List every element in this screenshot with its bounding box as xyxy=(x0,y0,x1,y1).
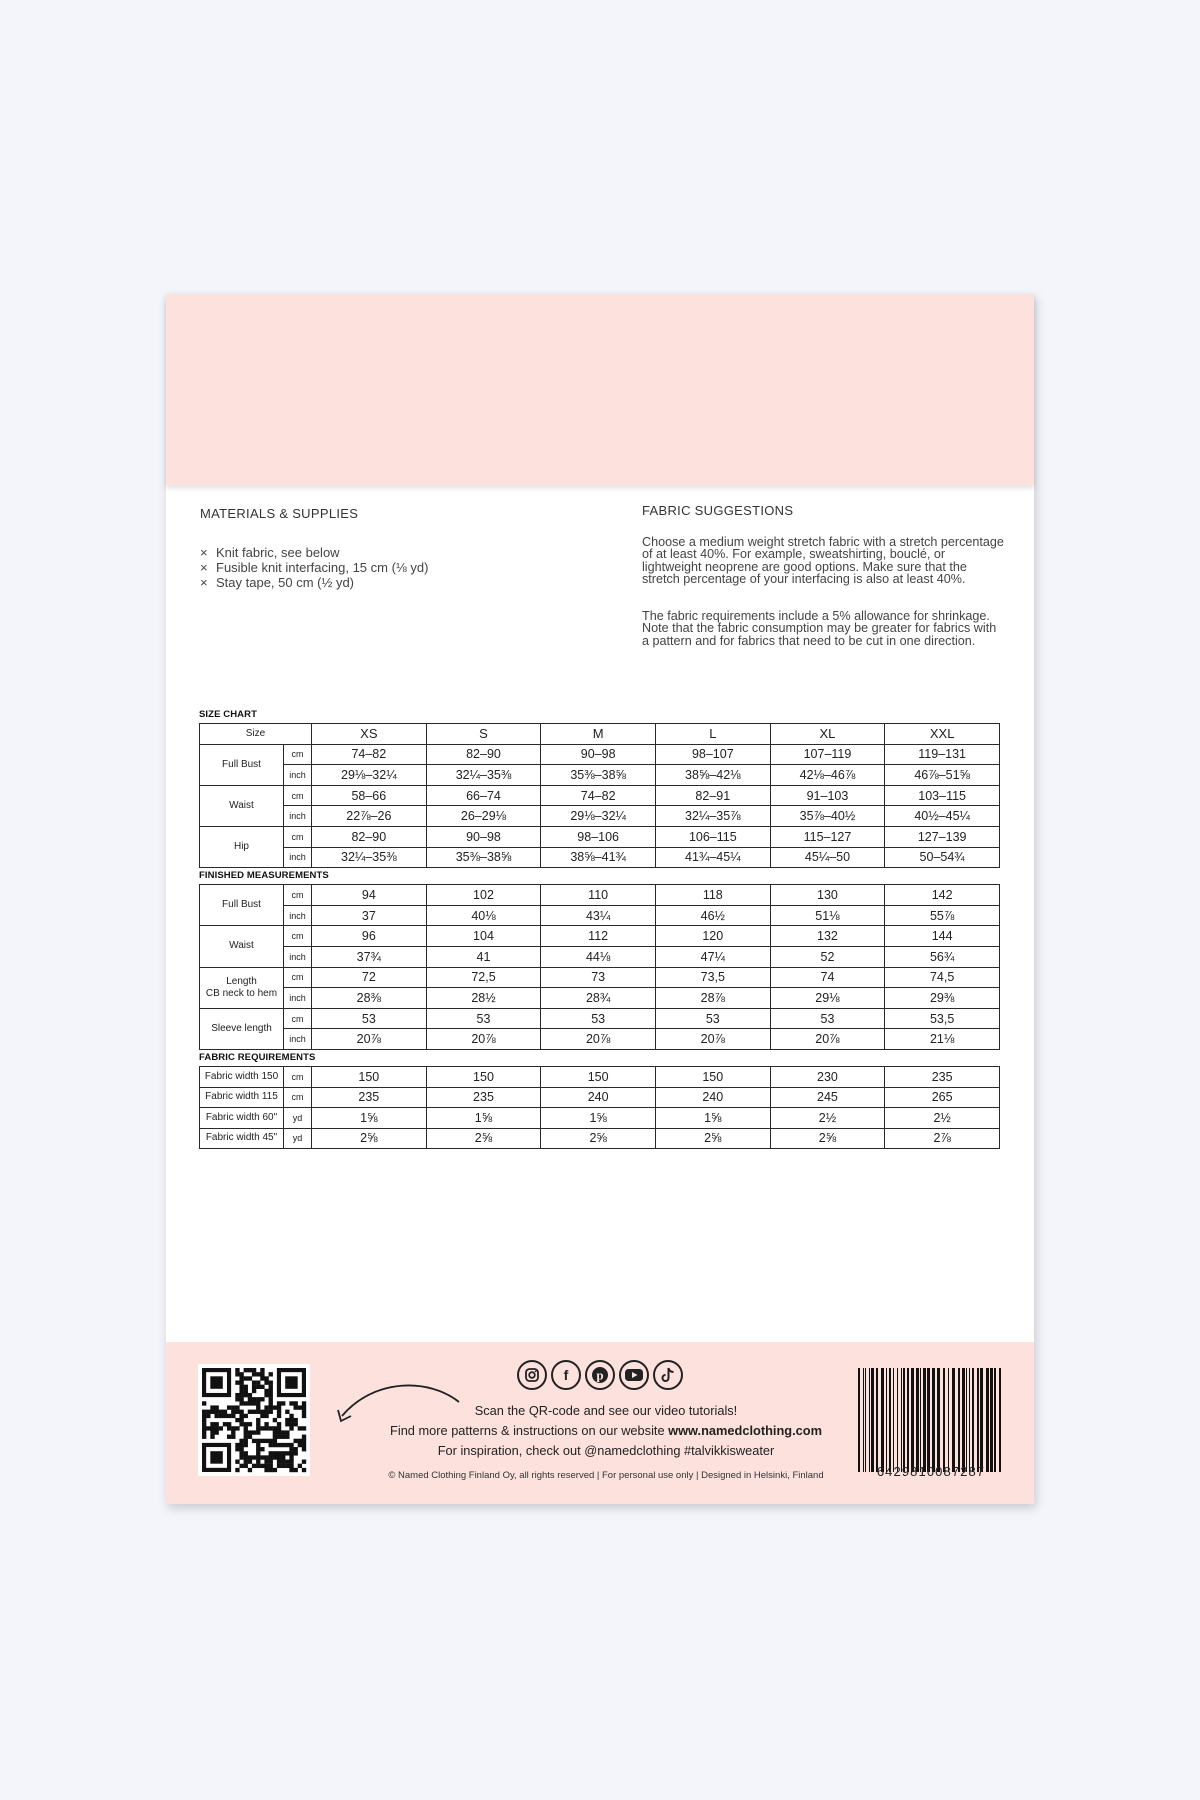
table-row xyxy=(200,1128,1000,1149)
value-cell: 98–106 xyxy=(541,826,656,847)
measurement-label xyxy=(200,1008,284,1049)
value-cell: 96 xyxy=(312,926,427,947)
value-cell: 2⅝ xyxy=(426,1128,541,1149)
table-row xyxy=(200,1029,1000,1050)
table-row xyxy=(200,826,1000,847)
value-cell: 1⅝ xyxy=(655,1108,770,1129)
value-cell: 132 xyxy=(770,926,885,947)
size-column-header: S xyxy=(426,724,541,745)
value-cell: 2⅞ xyxy=(885,1128,1000,1149)
table-row xyxy=(200,988,1000,1009)
measurement-tables xyxy=(199,707,1001,1149)
value-cell: 119–131 xyxy=(885,744,1000,765)
fabric-width-label: Fabric width 150 xyxy=(200,1066,284,1087)
table-row xyxy=(200,1108,1000,1129)
value-cell: 53 xyxy=(655,1008,770,1029)
bullet-icon: × xyxy=(200,560,208,575)
materials-item xyxy=(200,545,580,560)
tiktok-icon[interactable] xyxy=(653,1360,683,1390)
copyright-notice: © Named Clothing Finland Oy, all rights reserved | For personal use only | Designed in Helsinki, Finland xyxy=(388,1470,824,1481)
qr-code[interactable] xyxy=(198,1364,310,1476)
footer-text xyxy=(356,1401,856,1461)
value-cell: 235 xyxy=(426,1087,541,1108)
value-cell: 72,5 xyxy=(426,967,541,988)
unit-cell: inch xyxy=(284,847,312,868)
value-cell: 32¼–35⅞ xyxy=(655,806,770,827)
value-cell: 38⅝–41¾ xyxy=(541,847,656,868)
value-cell: 91–103 xyxy=(770,785,885,806)
value-cell: 2⅝ xyxy=(770,1128,885,1149)
table-row xyxy=(200,885,1000,906)
measurement-label-subtext: CB neck to hem xyxy=(205,987,278,999)
value-cell: 20⅞ xyxy=(655,1029,770,1050)
value-cell: 2½ xyxy=(885,1108,1000,1129)
value-cell: 37¾ xyxy=(312,946,427,967)
value-cell: 74–82 xyxy=(312,744,427,765)
measurement-label-text: Waist xyxy=(229,940,254,952)
social-icons xyxy=(517,1360,683,1390)
measurement-label-text: Full Bust xyxy=(222,899,261,911)
value-cell: 29⅛–32¼ xyxy=(312,765,427,786)
unit-cell: cm xyxy=(284,1008,312,1029)
value-cell: 40⅛ xyxy=(426,905,541,926)
measurement-label-text: Hip xyxy=(233,841,249,853)
value-cell: 90–98 xyxy=(541,744,656,765)
table-row xyxy=(200,847,1000,868)
barcode xyxy=(856,1360,1006,1480)
measurement-label xyxy=(200,926,284,967)
value-cell: 53 xyxy=(426,1008,541,1029)
unit-cell: inch xyxy=(284,988,312,1009)
finished-measurements-title: FINISHED MEASUREMENTS xyxy=(199,870,329,882)
value-cell: 2⅝ xyxy=(541,1128,656,1149)
value-cell: 118 xyxy=(655,885,770,906)
measurement-label xyxy=(200,785,284,826)
value-cell: 52 xyxy=(770,946,885,967)
value-cell: 29⅛ xyxy=(770,988,885,1009)
value-cell: 46½ xyxy=(655,905,770,926)
facebook-icon[interactable]: f xyxy=(551,1360,581,1390)
value-cell: 1⅝ xyxy=(541,1108,656,1129)
value-cell: 230 xyxy=(770,1066,885,1087)
size-column-header: XS xyxy=(312,724,427,745)
value-cell: 104 xyxy=(426,926,541,947)
value-cell: 22⅞–26 xyxy=(312,806,427,827)
value-cell: 115–127 xyxy=(770,826,885,847)
value-cell: 26–29⅛ xyxy=(426,806,541,827)
table-row xyxy=(200,1008,1000,1029)
table-row xyxy=(200,967,1000,988)
value-cell: 53,5 xyxy=(885,1008,1000,1029)
table-row xyxy=(200,1087,1000,1108)
fabric-suggestions-paragraph-1: Choose a medium weight stretch fabric with a stretch percentage of at least 40%. For example, sweatshirting, bouclé, or lightweight neoprene are good options. Make sure that the stretch percentage of your interfacing is also at least 40%. xyxy=(642,534,1004,586)
size-header-label: Size xyxy=(200,724,312,745)
unit-cell: inch xyxy=(284,1029,312,1050)
value-cell: 245 xyxy=(770,1087,885,1108)
value-cell: 28⅜ xyxy=(312,988,427,1009)
fabric-width-label: Fabric width 115 xyxy=(200,1087,284,1108)
value-cell: 103–115 xyxy=(885,785,1000,806)
measurement-label-text: Waist xyxy=(229,799,254,811)
value-cell: 150 xyxy=(655,1066,770,1087)
unit-cell: cm xyxy=(284,744,312,765)
measurement-label-text: Full Bust xyxy=(222,758,261,770)
measurement-label xyxy=(200,744,284,785)
footer-band xyxy=(166,1342,1034,1504)
value-cell: 53 xyxy=(541,1008,656,1029)
value-cell: 73,5 xyxy=(655,967,770,988)
value-cell: 56¾ xyxy=(885,946,1000,967)
fabric-suggestions-paragraph-2: The fabric requirements include a 5% allowance for shrinkage. Note that the fabric consumption may be greater for fabrics with a pattern and for fabrics that need to be cut in one direction. xyxy=(642,608,997,648)
value-cell: 55⅞ xyxy=(885,905,1000,926)
measurement-label xyxy=(200,967,284,1008)
unit-cell: inch xyxy=(284,905,312,926)
materials-list xyxy=(200,545,580,590)
materials-item-text: Knit fabric, see below xyxy=(216,545,340,560)
size-column-header: XL xyxy=(770,724,885,745)
unit-cell: inch xyxy=(284,946,312,967)
instagram-icon[interactable] xyxy=(517,1360,547,1390)
finished-measurements-table xyxy=(199,884,1000,1050)
unit-cell: cm xyxy=(284,826,312,847)
table-row xyxy=(200,946,1000,967)
table-row xyxy=(200,785,1000,806)
table-row xyxy=(200,1066,1000,1087)
value-cell: 20⅞ xyxy=(426,1029,541,1050)
value-cell: 45¼–50 xyxy=(770,847,885,868)
value-cell: 35⅜–38⅝ xyxy=(426,847,541,868)
pinterest-icon[interactable] xyxy=(585,1360,615,1390)
unit-cell: cm xyxy=(284,926,312,947)
value-cell: 35⅜–38⅝ xyxy=(541,765,656,786)
fabric-suggestions-section xyxy=(642,505,1006,671)
value-cell: 82–91 xyxy=(655,785,770,806)
value-cell: 73 xyxy=(541,967,656,988)
value-cell: 142 xyxy=(885,885,1000,906)
value-cell: 82–90 xyxy=(312,826,427,847)
fabric-width-label: Fabric width 60" xyxy=(200,1108,284,1129)
table-row xyxy=(200,926,1000,947)
value-cell: 51⅛ xyxy=(770,905,885,926)
value-cell: 46⅞–51⅝ xyxy=(885,765,1000,786)
value-cell: 72 xyxy=(312,967,427,988)
footer-line-3: For inspiration, check out @namedclothing #talvikkisweater xyxy=(437,1443,775,1458)
size-chart-title: SIZE CHART xyxy=(199,709,257,720)
value-cell: 235 xyxy=(885,1066,1000,1087)
measurement-label xyxy=(200,885,284,926)
value-cell: 240 xyxy=(541,1087,656,1108)
value-cell: 20⅞ xyxy=(312,1029,427,1050)
bullet-icon: × xyxy=(200,545,208,560)
value-cell: 130 xyxy=(770,885,885,906)
value-cell: 2⅝ xyxy=(312,1128,427,1149)
value-cell: 20⅞ xyxy=(770,1029,885,1050)
value-cell: 38⅝–42⅛ xyxy=(655,765,770,786)
value-cell: 58–66 xyxy=(312,785,427,806)
value-cell: 28⅞ xyxy=(655,988,770,1009)
value-cell: 110 xyxy=(541,885,656,906)
website-link[interactable]: www.namedclothing.com xyxy=(668,1423,822,1438)
fabric-suggestions-title: FABRIC SUGGESTIONS xyxy=(642,503,794,518)
value-cell: 40½–45¼ xyxy=(885,806,1000,827)
value-cell: 74–82 xyxy=(541,785,656,806)
value-cell: 1⅝ xyxy=(426,1108,541,1129)
value-cell: 29⅛–32¼ xyxy=(541,806,656,827)
value-cell: 235 xyxy=(312,1087,427,1108)
table-row xyxy=(200,905,1000,926)
unit-cell: yd xyxy=(284,1108,312,1129)
value-cell: 21⅛ xyxy=(885,1029,1000,1050)
top-pink-band xyxy=(166,294,1034,485)
unit-cell: cm xyxy=(284,967,312,988)
value-cell: 37 xyxy=(312,905,427,926)
value-cell: 240 xyxy=(655,1087,770,1108)
value-cell: 44⅛ xyxy=(541,946,656,967)
value-cell: 42⅛–46⅞ xyxy=(770,765,885,786)
value-cell: 90–98 xyxy=(426,826,541,847)
unit-cell: inch xyxy=(284,806,312,827)
value-cell: 20⅞ xyxy=(541,1029,656,1050)
value-cell: 112 xyxy=(541,926,656,947)
unit-cell: yd xyxy=(284,1128,312,1149)
svg-text:p: p xyxy=(596,1367,604,1383)
unit-cell: cm xyxy=(284,785,312,806)
value-cell: 150 xyxy=(312,1066,427,1087)
value-cell: 107–119 xyxy=(770,744,885,765)
materials-section xyxy=(200,506,580,590)
value-cell: 127–139 xyxy=(885,826,1000,847)
value-cell: 98–107 xyxy=(655,744,770,765)
bullet-icon: × xyxy=(200,575,208,590)
value-cell: 50–54¾ xyxy=(885,847,1000,868)
value-cell: 144 xyxy=(885,926,1000,947)
footer-line-2: Find more patterns & instructions on our website www.namedclothing.com xyxy=(390,1423,822,1438)
value-cell: 66–74 xyxy=(426,785,541,806)
materials-item xyxy=(200,575,580,590)
value-cell: 1⅝ xyxy=(312,1108,427,1129)
value-cell: 2½ xyxy=(770,1108,885,1129)
size-column-header: XXL xyxy=(885,724,1000,745)
value-cell: 28¾ xyxy=(541,988,656,1009)
unit-cell: inch xyxy=(284,765,312,786)
fabric-requirements-table xyxy=(199,1066,1000,1149)
size-column-header: L xyxy=(655,724,770,745)
value-cell: 2⅝ xyxy=(655,1128,770,1149)
table-row xyxy=(200,806,1000,827)
value-cell: 32¼–35⅜ xyxy=(312,847,427,868)
fabric-width-label: Fabric width 45" xyxy=(200,1128,284,1149)
value-cell: 29⅜ xyxy=(885,988,1000,1009)
value-cell: 94 xyxy=(312,885,427,906)
materials-item-text: Fusible knit interfacing, 15 cm (⅛ yd) xyxy=(216,560,429,575)
value-cell: 32¼–35⅜ xyxy=(426,765,541,786)
value-cell: 53 xyxy=(770,1008,885,1029)
fabric-requirements-title: FABRIC REQUIREMENTS xyxy=(199,1051,316,1063)
youtube-icon[interactable] xyxy=(619,1360,649,1390)
value-cell: 74,5 xyxy=(885,967,1000,988)
value-cell: 74 xyxy=(770,967,885,988)
value-cell: 47¼ xyxy=(655,946,770,967)
value-cell: 41¾–45¼ xyxy=(655,847,770,868)
size-chart-table xyxy=(199,723,1000,868)
table-row xyxy=(200,765,1000,786)
pattern-envelope-back xyxy=(166,294,1034,1504)
unit-cell: cm xyxy=(284,1087,312,1108)
materials-title: MATERIALS & SUPPLIES xyxy=(200,506,359,521)
measurement-label-text: Sleeve length xyxy=(211,1022,272,1034)
unit-cell: cm xyxy=(284,1066,312,1087)
measurement-label xyxy=(200,826,284,867)
value-cell: 150 xyxy=(541,1066,656,1087)
value-cell: 53 xyxy=(312,1008,427,1029)
value-cell: 28½ xyxy=(426,988,541,1009)
table-row xyxy=(200,744,1000,765)
size-header-row xyxy=(200,724,1000,745)
footer-line-1: Scan the QR-code and see our video tutorials! xyxy=(474,1403,738,1418)
value-cell: 150 xyxy=(426,1066,541,1087)
value-cell: 265 xyxy=(885,1087,1000,1108)
value-cell: 35⅞–40½ xyxy=(770,806,885,827)
value-cell: 43¼ xyxy=(541,905,656,926)
materials-item-text: Stay tape, 50 cm (½ yd) xyxy=(216,575,355,590)
barcode-number: 6429810087287 xyxy=(876,1464,986,1479)
value-cell: 106–115 xyxy=(655,826,770,847)
value-cell: 82–90 xyxy=(426,744,541,765)
size-column-header: M xyxy=(541,724,656,745)
materials-item xyxy=(200,560,580,575)
value-cell: 41 xyxy=(426,946,541,967)
value-cell: 120 xyxy=(655,926,770,947)
measurement-label-text: Length xyxy=(226,975,257,987)
value-cell: 102 xyxy=(426,885,541,906)
unit-cell: cm xyxy=(284,885,312,906)
